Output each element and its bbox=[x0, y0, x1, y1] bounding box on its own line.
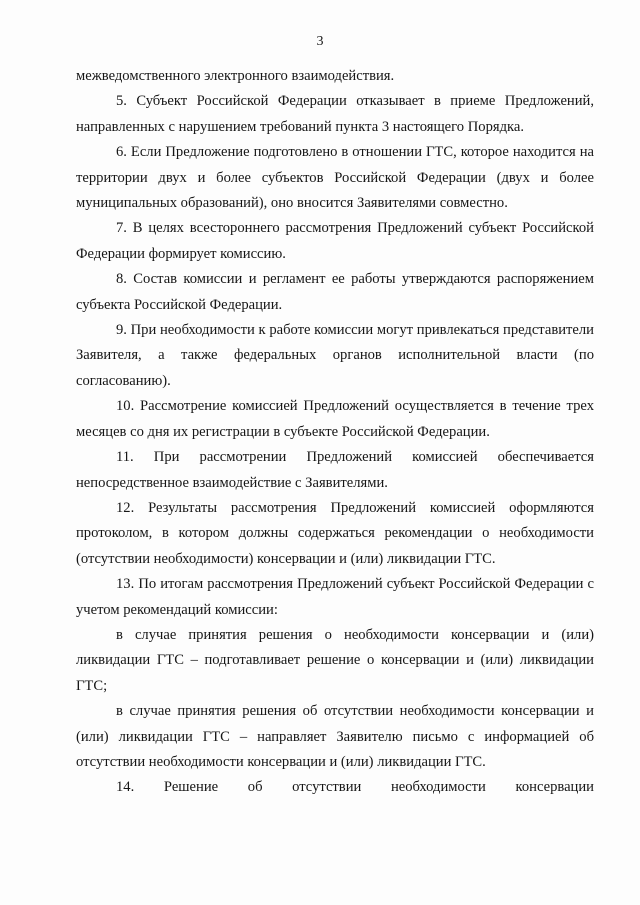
paragraph-item-9: 9. При необходимости к работе комиссии могут привлекаться представители Заявителя, а также федеральных органов исполнительной власти (по согласованию). bbox=[76, 322, 594, 389]
paragraph-item-7: 7. В целях всестороннего рассмотрения Предложений субъект Российской Федерации формирует комиссию. bbox=[76, 220, 594, 262]
paragraph-subitem-13-b: в случае принятия решения об отсутствии необходимости консервации и (или) ликвидации ГТС – направляет Заявителю письмо с информацией об отсутствии необходимости консервации и (или) ликвидации ГТС. bbox=[76, 703, 594, 770]
paragraph-item-13: 13. По итогам рассмотрения Предложений субъект Российской Федерации с учетом рекомендаций комиссии: bbox=[76, 576, 594, 618]
paragraph-subitem-13-a: в случае принятия решения о необходимости консервации и (или) ликвидации ГТС – подготавливает решение о консервации и (или) ликвидации ГТС; bbox=[76, 626, 594, 694]
paragraph-item-5: 5. Субъект Российской Федерации отказывает в приеме Предложений, направленных с нарушением требований пункта 3 настоящего Порядка. bbox=[76, 93, 594, 135]
paragraph-item-12: 12. Результаты рассмотрения Предложений комиссией оформляются протоколом, в котором должны содержаться рекомендации о необходимости (отсутствии необходимости) консервации и (или) ликвидации ГТС. bbox=[76, 499, 594, 567]
paragraph-item-10: 10. Рассмотрение комиссией Предложений осуществляется в течение трех месяцев со дня их регистрации в субъекте Российской Федерации. bbox=[76, 398, 594, 440]
paragraph-item-6: 6. Если Предложение подготовлено в отношении ГТС, которое находится на территории двух и более субъектов Российской Федерации (двух и более муниципальных образований), оно вносится Заявителями совместно. bbox=[76, 144, 594, 212]
paragraph-item-14: 14. Решение об отсутствии необходимости консервации bbox=[116, 779, 594, 796]
document-body bbox=[76, 64, 594, 801]
page-number: 3 bbox=[316, 34, 324, 49]
paragraph-continuation: межведомственного электронного взаимодействия. bbox=[76, 68, 395, 84]
paragraph-item-8: 8. Состав комиссии и регламент ее работы утверждаются распоряжением субъекта Российской Федерации. bbox=[76, 271, 594, 313]
paragraph-item-11: 11. При рассмотрении Предложений комиссией обеспечивается непосредственное взаимодействие с Заявителями. bbox=[76, 449, 594, 491]
